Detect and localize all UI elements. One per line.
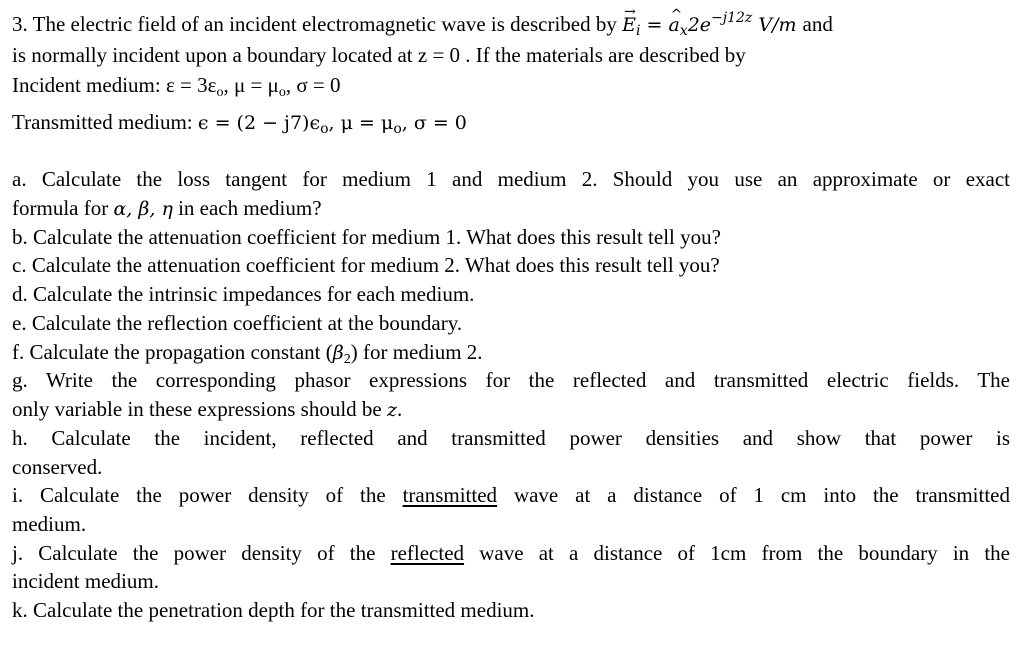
part-h-line-2: conserved. xyxy=(12,455,103,479)
problem-intro-line-2: is normally incident upon a boundary located at z = 0 . If the materials are described by xyxy=(12,43,746,67)
intro-text: 3. The electric field of an incident electromagnetic wave is described by xyxy=(12,12,617,36)
incident-medium-params: $\varepsilon = 3\varepsilon_o$, $\mu = \mu_o$, σ = 0 xyxy=(165,73,341,100)
intro-text-end: and xyxy=(802,12,833,36)
transmitted-medium-line xyxy=(12,109,1010,136)
part-f: f. Calculate the propagation constant $(\beta_2)$ for medium 2. xyxy=(12,340,483,367)
problem-intro-line-1 xyxy=(12,11,1010,38)
part-j-line-1: j. Calculate the power density of the reflected wave at a distance of 1cm from the boundary in the xyxy=(12,541,1011,565)
part-c: c. Calculate the attenuation coefficient for medium 2. What does this result tell you? xyxy=(12,253,720,277)
underlined-reflected: reflected xyxy=(390,541,465,565)
transmitted-medium-label: Transmitted medium: xyxy=(12,110,198,134)
part-i-line-1: i. Calculate the power density of the transmitted wave at a distance of 1 cm into the transmitted xyxy=(12,483,1010,507)
incident-medium-label: Incident medium: xyxy=(12,73,166,97)
part-h-line-1: h. Calculate the incident, reflected and transmitted power densities and show that power is xyxy=(12,426,1010,450)
part-k: k. Calculate the penetration depth for the transmitted medium. xyxy=(12,598,535,622)
underlined-transmitted: transmitted xyxy=(402,483,498,507)
part-b: b. Calculate the attenuation coefficient for medium 1. What does this result tell you? xyxy=(12,225,721,249)
part-j-line-2: incident medium. xyxy=(12,569,159,593)
incident-field-equation: → $E_i$ = ^ $a_x2e^{-j12z}$ V/m xyxy=(622,14,802,36)
incident-medium-line xyxy=(12,72,1010,98)
part-i-line-2: medium. xyxy=(12,512,87,536)
transmitted-medium-params: $\epsilon = (2 - j7)\epsilon_o$, $\mu = \mu_o$, σ = 0 xyxy=(197,112,467,137)
part-g-line-2: only variable in these expressions should be z. xyxy=(12,397,403,421)
part-e: e. Calculate the reflection coefficient at the boundary. xyxy=(12,311,463,335)
part-a-line-1: a. Calculate the loss tangent for medium 1 and medium 2. Should you use an approximate or exact xyxy=(12,167,1010,191)
part-a-line-2: formula for α, β, η in each medium? xyxy=(12,196,322,220)
part-d: d. Calculate the intrinsic impedances for each medium. xyxy=(12,282,475,306)
part-g-line-1: g. Write the corresponding phasor expressions for the reflected and transmitted electric fields. The xyxy=(12,368,1010,392)
